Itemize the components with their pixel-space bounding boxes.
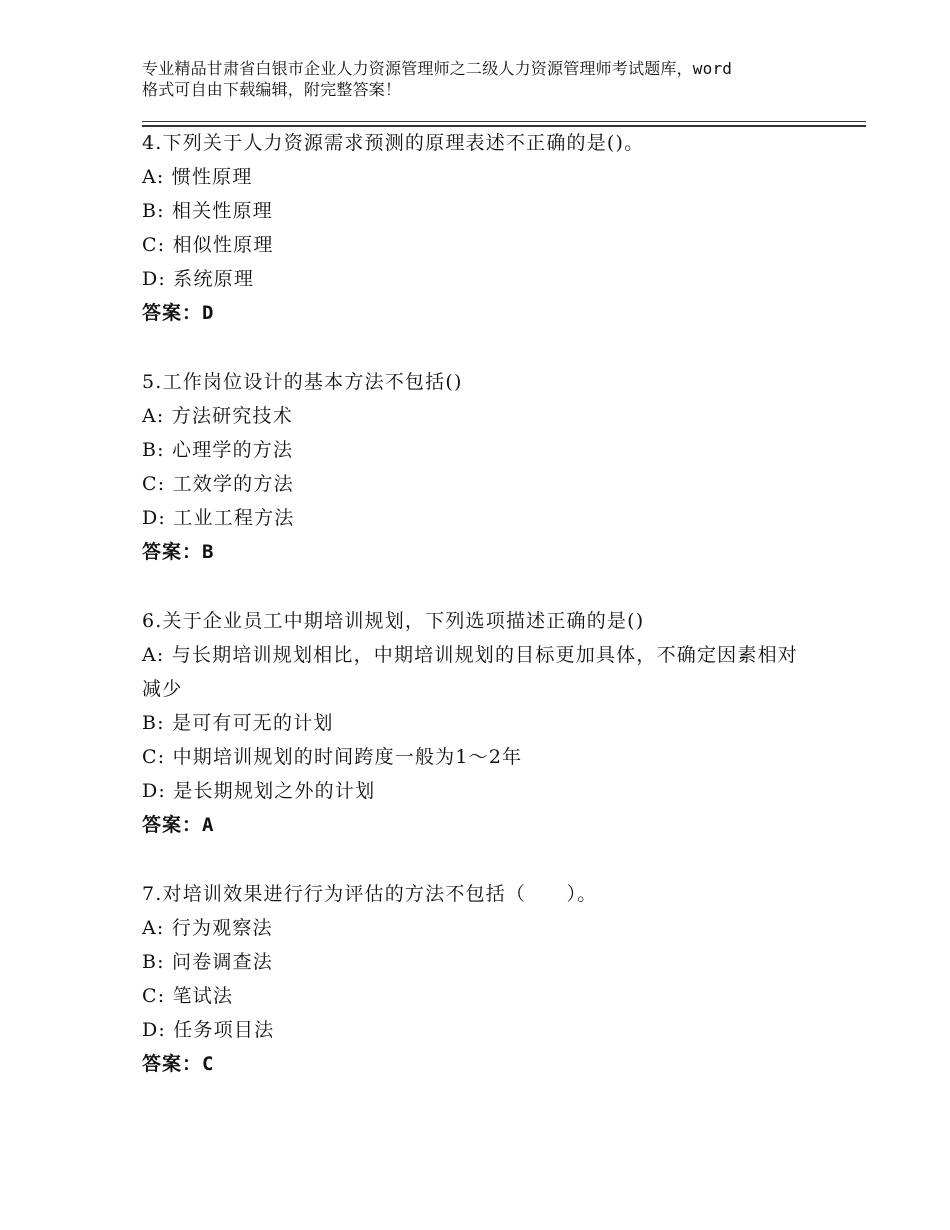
header-divider-thin xyxy=(142,121,866,122)
question-stem: 5.工作岗位设计的基本方法不包括() xyxy=(142,371,463,393)
question-block xyxy=(142,604,842,842)
option-c: C: 工效学的方法 xyxy=(142,473,294,495)
answer-value: C xyxy=(202,1053,215,1075)
header-line-2: 格式可自由下载编辑，附完整答案！ xyxy=(142,80,402,99)
option-d: D: 工业工程方法 xyxy=(142,507,295,529)
option-c: C: 中期培训规划的时间跨度一般为1～2年 xyxy=(142,746,523,768)
answer-value: B xyxy=(202,541,215,563)
question-block xyxy=(142,365,842,569)
question-block xyxy=(142,126,842,330)
option-b: B: 是可有可无的计划 xyxy=(142,712,334,734)
header-line-1: 专业精品甘肃省白银市企业人力资源管理师之二级人力资源管理师考试题库，word xyxy=(142,59,733,78)
document-header xyxy=(142,58,842,100)
answer-label: 答案： xyxy=(142,541,203,563)
answer-line xyxy=(142,296,842,330)
option-b: B: 相关性原理 xyxy=(142,200,274,222)
answer-value: A xyxy=(202,814,215,836)
option-c: C: 相似性原理 xyxy=(142,234,274,256)
option-a: A: 行为观察法 xyxy=(142,917,273,939)
question-block xyxy=(142,877,842,1081)
question-stem: 6.关于企业员工中期培训规划，下列选项描述正确的是() xyxy=(142,610,645,632)
option-b: B: 问卷调查法 xyxy=(142,951,274,973)
answer-label: 答案： xyxy=(142,814,203,836)
answer-label: 答案： xyxy=(142,302,203,324)
option-a: A: 惯性原理 xyxy=(142,166,253,188)
option-b: B: 心理学的方法 xyxy=(142,439,294,461)
answer-line xyxy=(142,808,842,842)
option-d: D: 系统原理 xyxy=(142,268,255,290)
option-d: D: 任务项目法 xyxy=(142,1019,275,1041)
option-a: A: 方法研究技术 xyxy=(142,405,293,427)
question-stem: 7.对培训效果进行行为评估的方法不包括（ ）。 xyxy=(142,883,598,905)
answer-label: 答案： xyxy=(142,1053,203,1075)
question-stem: 4.下列关于人力资源需求预测的原理表述不正确的是()。 xyxy=(142,132,645,154)
answer-line xyxy=(142,1047,842,1081)
option-d: D: 是长期规划之外的计划 xyxy=(142,780,376,802)
option-c: C: 笔试法 xyxy=(142,985,234,1007)
answer-line xyxy=(142,535,842,569)
option-a: A: 与长期培训规划相比，中期培训规划的目标更加具体，不确定因素相对减少 xyxy=(142,644,798,700)
answer-value: D xyxy=(202,302,215,324)
